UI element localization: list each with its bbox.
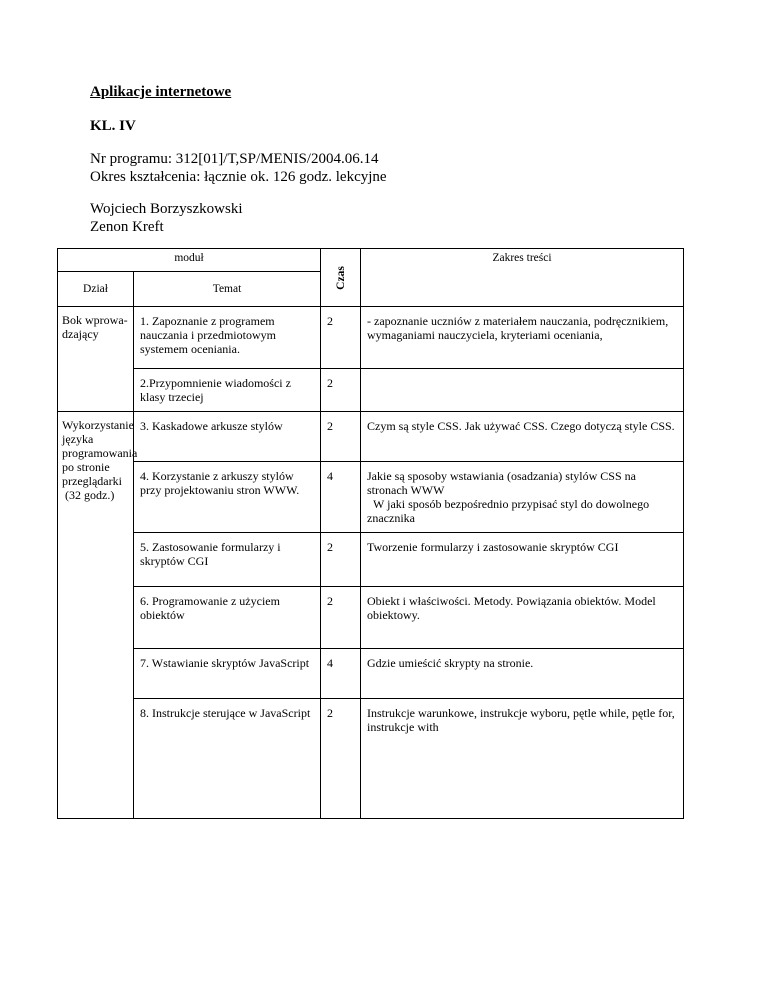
czas-cell: 2 <box>321 587 361 649</box>
table-row <box>58 533 684 587</box>
zakres-cell: Czym są style CSS. Jak używać CSS. Czego dotyczą style CSS. <box>361 412 684 462</box>
class-label: KL. IV <box>90 118 136 134</box>
author-name: Zenon Kreft <box>90 219 164 235</box>
czas-cell: 2 <box>321 699 361 819</box>
header-dzial: Dział <box>58 272 134 307</box>
temat-cell: 1. Zapoznanie z programem nauczania i przedmiotowym systemem oceniania. <box>134 307 321 369</box>
table-row <box>58 307 684 369</box>
section-dzial-cell: Wykorzystanie języka programowania po stronie przeglądarki (32 godz.) <box>58 412 134 819</box>
syllabus-table <box>57 248 684 819</box>
czas-cell: 2 <box>321 369 361 412</box>
training-period: Okres kształcenia: łącznie ok. 126 godz. lekcyjne <box>90 169 387 185</box>
document-title: Aplikacje internetowe <box>90 84 232 100</box>
header-temat: Temat <box>134 272 321 307</box>
header-czas-label: Czas <box>334 265 347 290</box>
table-row <box>58 699 684 819</box>
temat-cell: 7. Wstawianie skryptów JavaScript <box>134 649 321 699</box>
program-info <box>90 150 387 186</box>
header-czas <box>321 249 361 307</box>
table-row <box>58 369 684 412</box>
zakres-cell: Tworzenie formularzy i zastosowanie skryptów CGI <box>361 533 684 587</box>
temat-cell: 5. Zastosowanie formularzy i skryptów CGI <box>134 533 321 587</box>
header-modul: moduł <box>58 249 321 272</box>
zakres-cell: Obiekt i właściwości. Metody. Powiązania obiektów. Model obiektowy. <box>361 587 684 649</box>
author-name: Wojciech Borzyszkowski <box>90 201 243 217</box>
zakres-cell: Gdzie umieścić skrypty na stronie. <box>361 649 684 699</box>
zakres-cell: Jakie są sposoby wstawiania (osadzania) stylów CSS na stronach WWW W jaki sposób bezpośrednio przypisać styl do dowolnego znacznika <box>361 462 684 533</box>
temat-cell: 3. Kaskadowe arkusze stylów <box>134 412 321 462</box>
table-row <box>58 412 684 462</box>
authors <box>90 200 243 236</box>
table-row <box>58 587 684 649</box>
czas-cell: 2 <box>321 307 361 369</box>
zakres-cell <box>361 369 684 412</box>
section-dzial-cell: Bok wprowa-dzający <box>58 307 134 412</box>
zakres-cell: Instrukcje warunkowe, instrukcje wyboru, pętle while, pętle for, instrukcje with <box>361 699 684 819</box>
czas-cell: 4 <box>321 462 361 533</box>
temat-cell: 2.Przypomnienie wiadomości z klasy trzeciej <box>134 369 321 412</box>
temat-cell: 8. Instrukcje sterujące w JavaScript <box>134 699 321 819</box>
temat-cell: 4. Korzystanie z arkuszy stylów przy projektowaniu stron WWW. <box>134 462 321 533</box>
czas-cell: 2 <box>321 412 361 462</box>
temat-cell: 6. Programowanie z użyciem obiektów <box>134 587 321 649</box>
table-row <box>58 462 684 533</box>
header-zakres: Zakres treści <box>361 249 684 307</box>
czas-cell: 4 <box>321 649 361 699</box>
table-row <box>58 649 684 699</box>
zakres-cell: - zapoznanie uczniów z materiałem nauczania, podręcznikiem, wymaganiami nauczyciela, kryteriami oceniania, <box>361 307 684 369</box>
czas-cell: 2 <box>321 533 361 587</box>
program-number: Nr programu: 312[01]/T,SP/MENIS/2004.06.14 <box>90 151 379 167</box>
